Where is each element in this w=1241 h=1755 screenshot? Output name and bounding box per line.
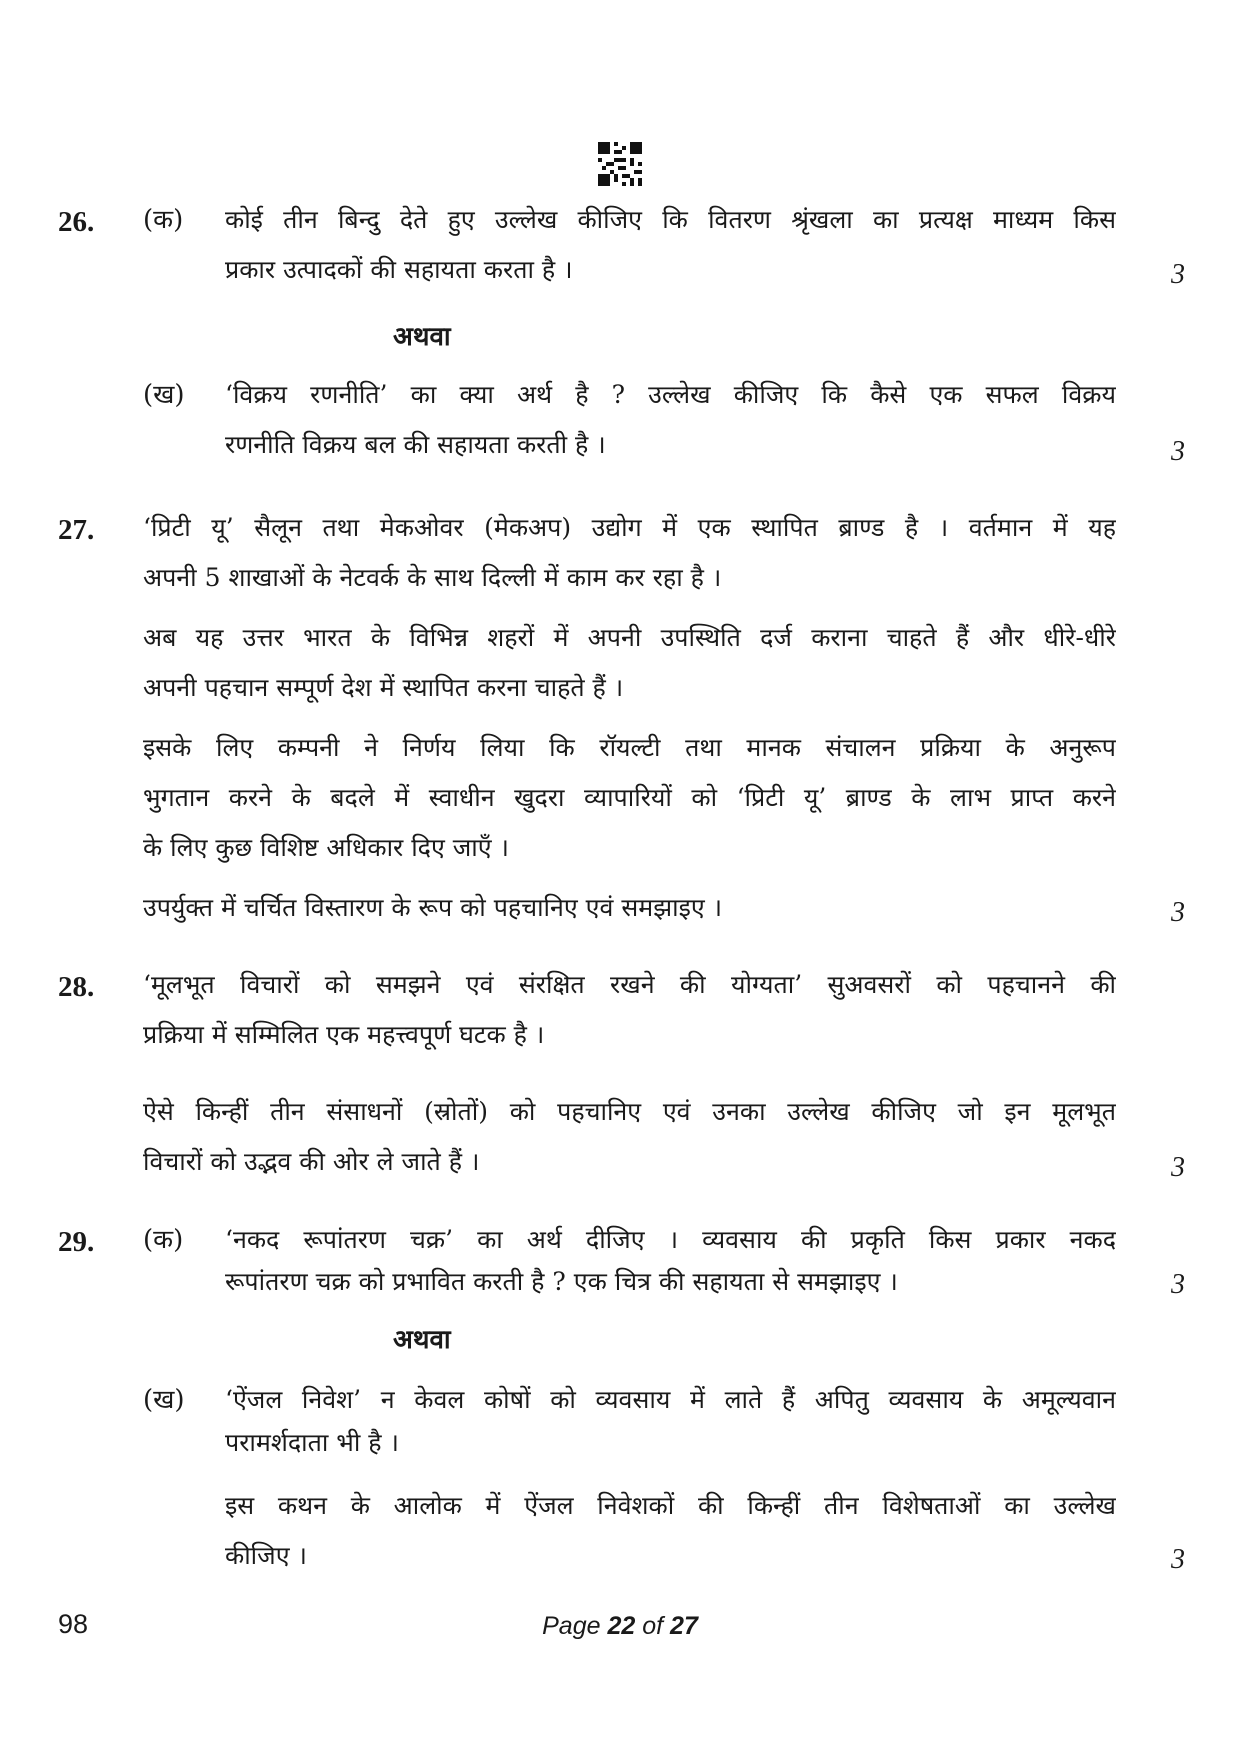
question-number: 27. [58, 514, 95, 546]
question-text: विचारों को उद्भव की ओर ले जाते हैं । [143, 1147, 480, 1176]
question-text: अपनी 5 शाखाओं के नेटवर्क के साथ दिल्ली में काम कर रहा है । [143, 563, 722, 592]
or-heading: अथवा [393, 1325, 451, 1355]
paper-code: 98 [58, 1609, 89, 1639]
question-text: प्रकार उत्पादकों की सहायता करता है । [225, 255, 573, 284]
marks: 3 [1171, 1269, 1185, 1300]
question-text: परामर्शदाता भी है । [225, 1428, 399, 1457]
question-text: ‘मूलभूत विचारों को समझने एवं संरक्षित रखने की योग्यता’ सुअवसरों को पहचानने की [143, 970, 1116, 999]
marks: 3 [1171, 436, 1185, 467]
question-text: ‘प्रिटी यू’ सैलून तथा मेकओवर (मेकअप) उद्योग में एक स्थापित ब्राण्ड है । वर्तमान में यह [143, 513, 1116, 542]
question-text: ‘विक्रय रणनीति’ का क्या अर्थ है ? उल्लेख कीजिए कि कैसे एक सफल विक्रय [225, 380, 1116, 409]
sub-question-label: (क) [143, 205, 184, 235]
question-text: इसके लिए कम्पनी ने निर्णय लिया कि रॉयल्टी तथा मानक संचालन प्रक्रिया के अनुरूप [143, 733, 1116, 762]
marks: 3 [1171, 1544, 1185, 1575]
page-number: Page 22 of 27 [542, 1612, 698, 1640]
question-text: रणनीति विक्रय बल की सहायता करती है । [225, 430, 606, 459]
question-number: 29. [58, 1226, 95, 1258]
question-text: भुगतान करने के बदले में स्वाधीन खुदरा व्यापारियों को ‘प्रिटी यू’ ब्राण्ड के लाभ प्राप्त करने [143, 783, 1116, 812]
question-text: कोई तीन बिन्दु देते हुए उल्लेख कीजिए कि वितरण श्रृंखला का प्रत्यक्ष माध्यम किस [225, 205, 1116, 234]
question-text: अपनी पहचान सम्पूर्ण देश में स्थापित करना चाहते हैं । [143, 673, 624, 702]
question-text: कीजिए । [225, 1541, 307, 1570]
question-text: ‘ऐंजल निवेश’ न केवल कोषों को व्यवसाय में लाते हैं अपितु व्यवसाय के अमूल्यवान [225, 1385, 1116, 1414]
question-number: 28. [58, 971, 95, 1003]
sub-question-label: (ख) [143, 380, 185, 410]
question-text: ‘नकद रूपांतरण चक्र’ का अर्थ दीजिए । व्यवसाय की प्रकृति किस प्रकार नकद [225, 1225, 1116, 1254]
sub-question-label: (ख) [143, 1385, 185, 1415]
question-number: 26. [58, 206, 95, 238]
marks: 3 [1171, 259, 1185, 290]
question-text: उपर्युक्त में चर्चित विस्तारण के रूप को पहचानिए एवं समझाइए । [143, 893, 723, 922]
question-text: ऐसे किन्हीं तीन संसाधनों (स्रोतों) को पहचानिए एवं उनका उल्लेख कीजिए जो इन मूलभूत [143, 1097, 1116, 1126]
or-heading: अथवा [393, 322, 451, 352]
question-text: इस कथन के आलोक में ऐंजल निवेशकों की किन्हीं तीन विशेषताओं का उल्लेख [225, 1491, 1116, 1520]
marks: 3 [1171, 897, 1185, 928]
question-text: रूपांतरण चक्र को प्रभावित करती है ? एक चित्र की सहायता से समझाइए । [225, 1267, 898, 1296]
marks: 3 [1171, 1152, 1185, 1183]
question-text: के लिए कुछ विशिष्ट अधिकार दिए जाएँ । [143, 833, 510, 862]
qr-code-icon [598, 142, 642, 186]
question-text: अब यह उत्तर भारत के विभिन्न शहरों में अपनी उपस्थिति दर्ज कराना चाहते हैं और धीरे-धीरे [143, 623, 1116, 652]
question-text: प्रक्रिया में सम्मिलित एक महत्त्वपूर्ण घटक है । [143, 1020, 545, 1049]
sub-question-label: (क) [143, 1225, 184, 1255]
